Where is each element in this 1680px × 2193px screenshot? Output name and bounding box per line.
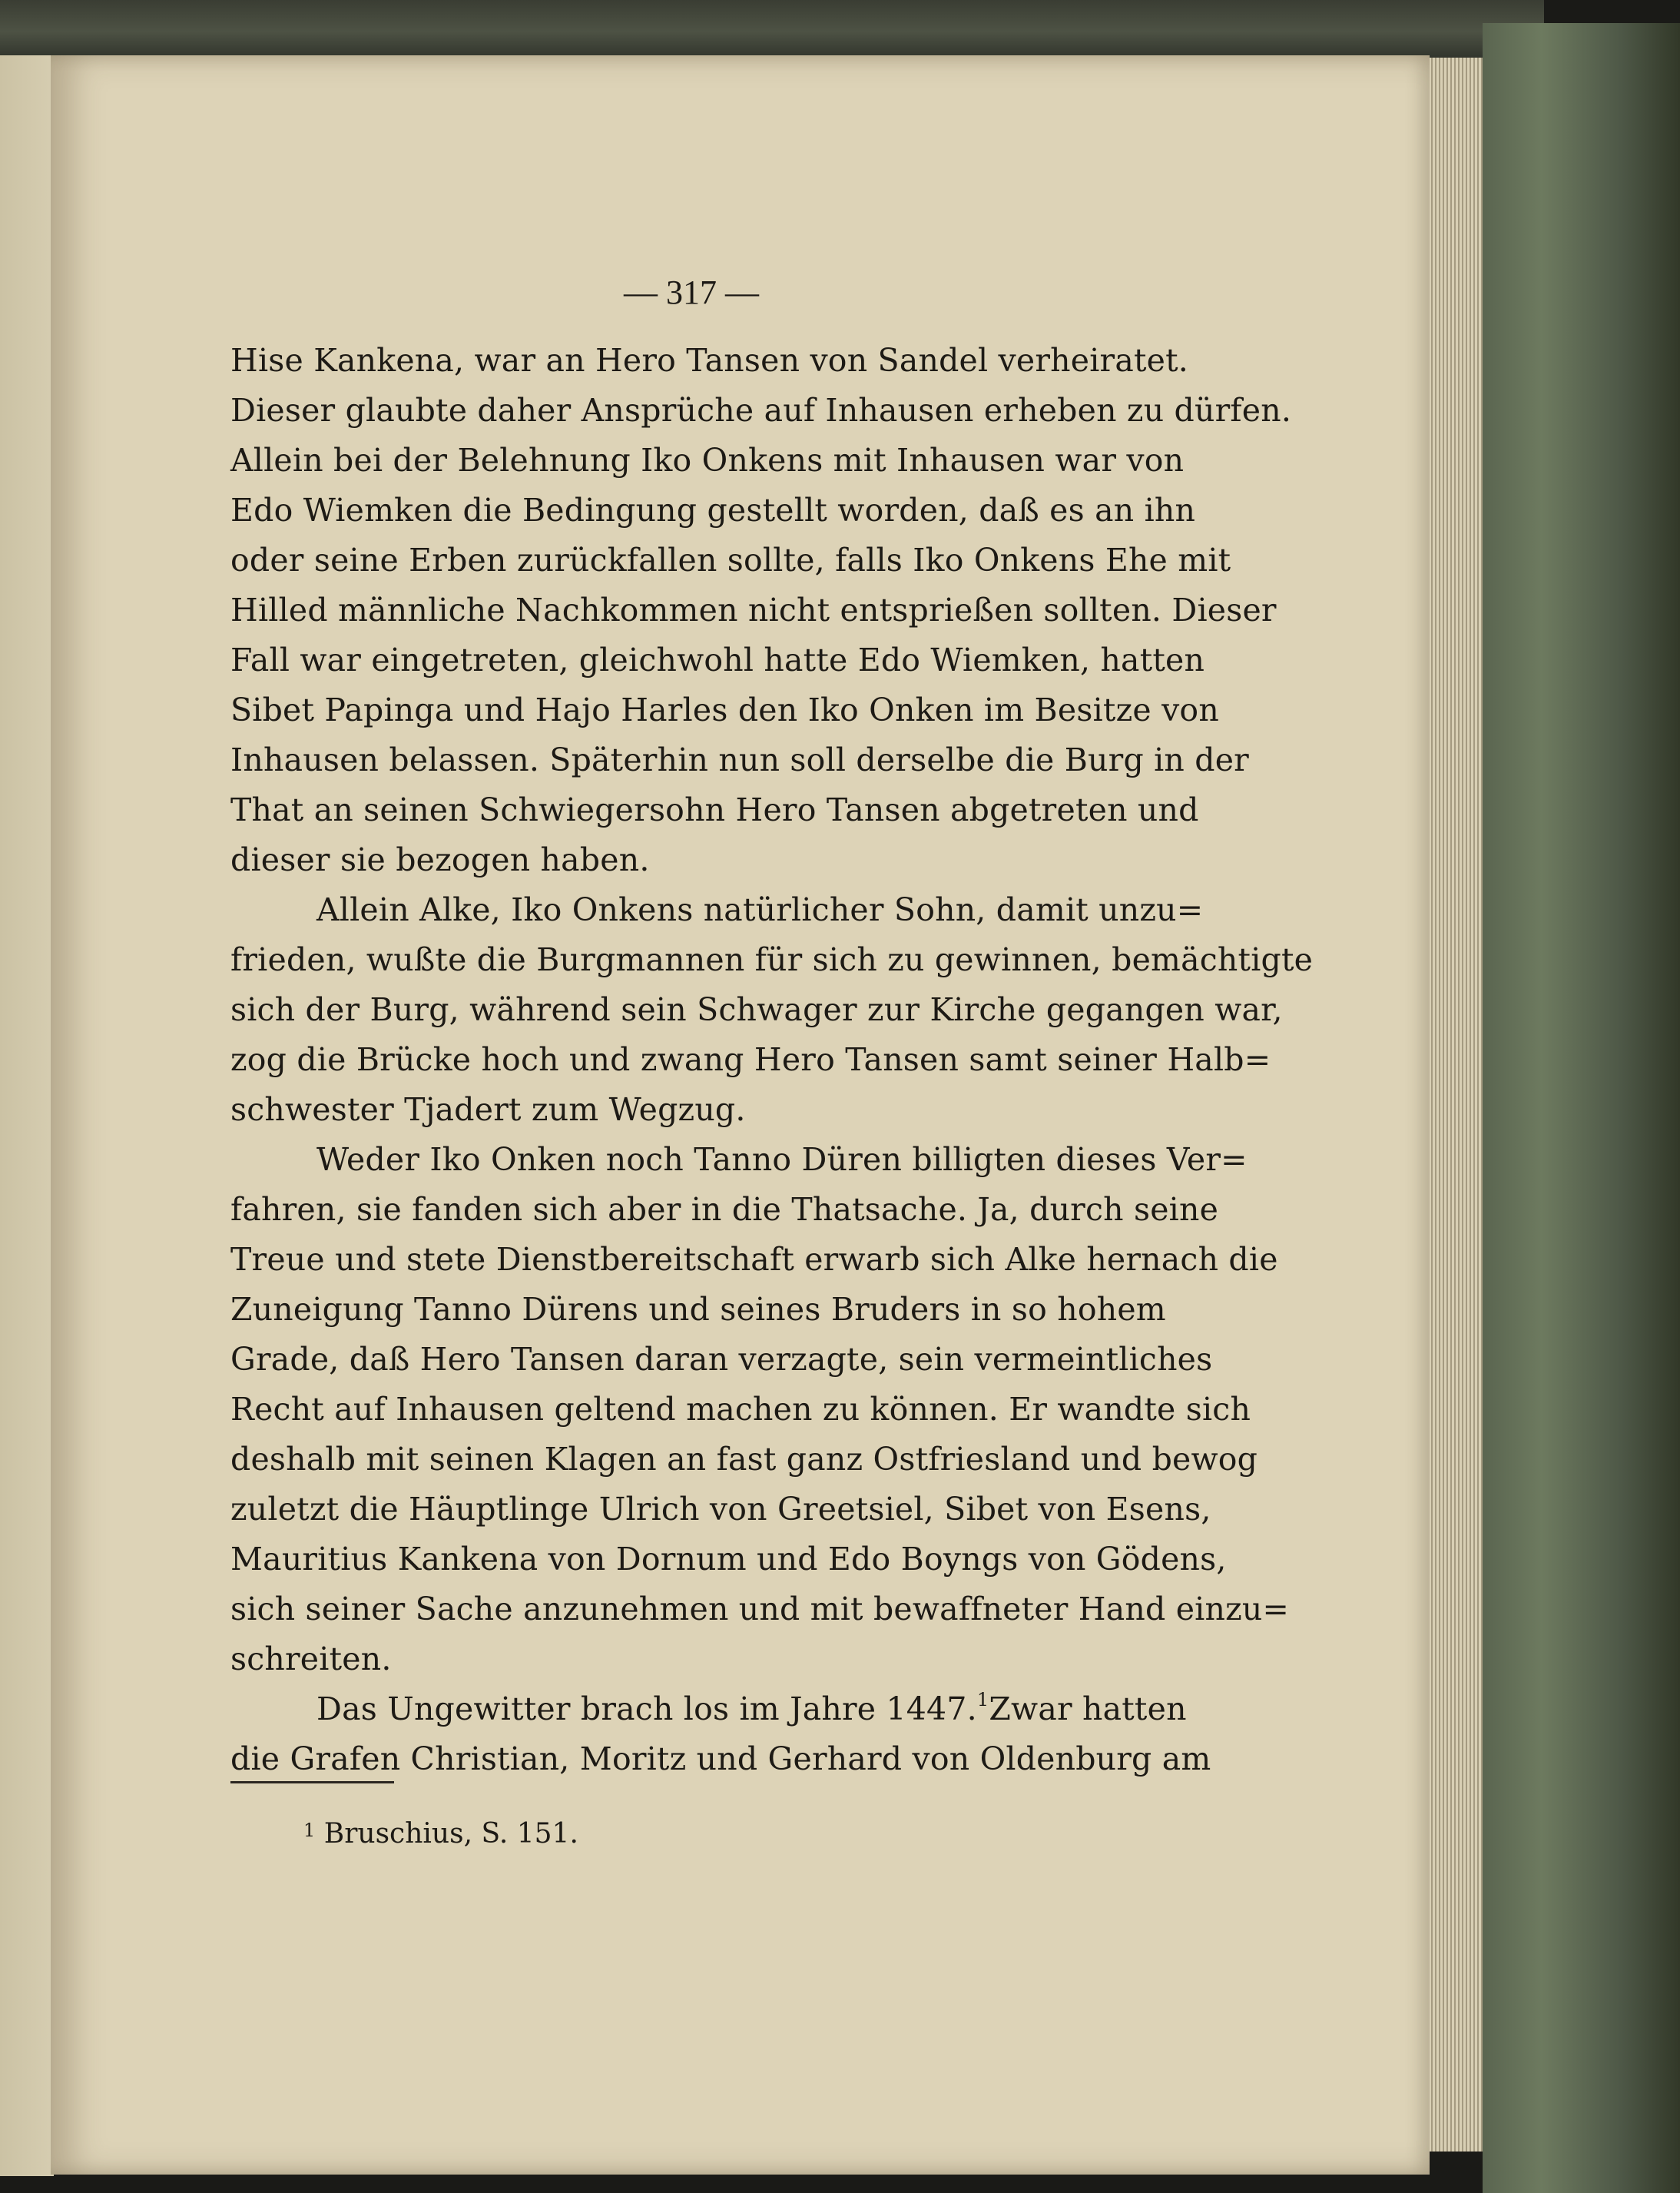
text-line: die Grafen Christian, Moritz und Gerhard von Oldenburg am (230, 1740, 1211, 1777)
text-line: Hilled männliche Nachkommen nicht entsprießen sollten. Dieser (230, 592, 1277, 629)
text-line: Grade, daß Hero Tansen daran verzagte, sein vermeintliches (230, 1341, 1213, 1378)
book-binding (1483, 23, 1680, 2193)
footnote-number: 1 (303, 1820, 316, 1841)
footnote-divider (230, 1781, 394, 1783)
text-line: frieden, wußte die Burgmannen für sich zu gewinnen, bemächtigte (230, 941, 1314, 978)
text-line: Edo Wiemken die Bedingung gestellt worden, daß es an ihn (230, 492, 1196, 529)
text-line: Inhausen belassen. Späterhin nun soll derselbe die Burg in der (230, 742, 1249, 778)
text-line: zog die Brücke hoch und zwang Hero Tansen samt seiner Halb= (230, 1041, 1271, 1078)
text-line: Zuneigung Tanno Dürens und seines Bruders in so hohem (230, 1291, 1166, 1328)
text-line-tail: Zwar hatten (989, 1690, 1187, 1727)
text-line: schwester Tjadert zum Wegzug. (230, 1091, 746, 1128)
text-line: oder seine Erben zurückfallen sollte, falls Iko Onkens Ehe mit (230, 542, 1231, 579)
text-line: Dieser glaubte daher Ansprüche auf Inhausen erheben zu dürfen. (230, 392, 1292, 429)
text-line-body (316, 1684, 989, 1733)
text-line: Sibet Papinga und Hajo Harles den Iko Onken im Besitze von (230, 692, 1219, 728)
text-line-start: Das Ungewitter brach los im Jahre 1447. (316, 1690, 977, 1727)
footnote-text: Bruschius, S. 151. (323, 1818, 578, 1850)
text-line: That an seinen Schwiegersohn Hero Tansen abgetreten und (230, 791, 1199, 828)
text-line: Treue und stete Dienstbereitschaft erwarb sich Alke hernach die (230, 1241, 1278, 1278)
page-stack-edges (1425, 58, 1483, 2152)
text-line: Hise Kankena, war an Hero Tansen von Sandel verheiratet. (230, 342, 1189, 379)
text-line: Allein Alke, Iko Onkens natürlicher Sohn, damit unzu= (316, 891, 1204, 928)
text-line-with-footnote-ref (316, 1684, 1187, 1733)
text-line: Mauritius Kankena von Dornum und Edo Boyngs von Gödens, (230, 1541, 1227, 1578)
footnote-reference: 1 (976, 1689, 989, 1710)
text-line: schreiten. (230, 1641, 392, 1677)
text-line: sich seiner Sache anzunehmen und mit bewaffneter Hand einzu= (230, 1591, 1290, 1627)
text-line: deshalb mit seinen Klagen an fast ganz Ostfriesland und bewog (230, 1441, 1258, 1478)
text-line: Allein bei der Belehnung Iko Onkens mit Inhausen war von (230, 442, 1185, 479)
text-line: fahren, sie fanden sich aber in die Thatsache. Ja, durch seine (230, 1191, 1219, 1228)
text-line: Recht auf Inhausen geltend machen zu können. Er wandte sich (230, 1391, 1251, 1428)
book-cover-edge (0, 0, 1544, 63)
text-line: dieser sie bezogen haben. (230, 841, 650, 878)
text-line: Weder Iko Onken noch Tanno Düren billigten dieses Ver= (316, 1141, 1248, 1178)
text-line: zuletzt die Häuptlinge Ulrich von Greetsiel, Sibet von Esens, (230, 1491, 1211, 1528)
facing-page-edge (0, 55, 54, 2176)
text-line: sich der Burg, während sein Schwager zur Kirche gegangen war, (230, 991, 1283, 1028)
page-number-header: — 317 — (624, 274, 759, 311)
text-line: Fall war eingetreten, gleichwohl hatte Edo Wiemken, hatten (230, 642, 1205, 678)
footnote (303, 1815, 578, 1853)
